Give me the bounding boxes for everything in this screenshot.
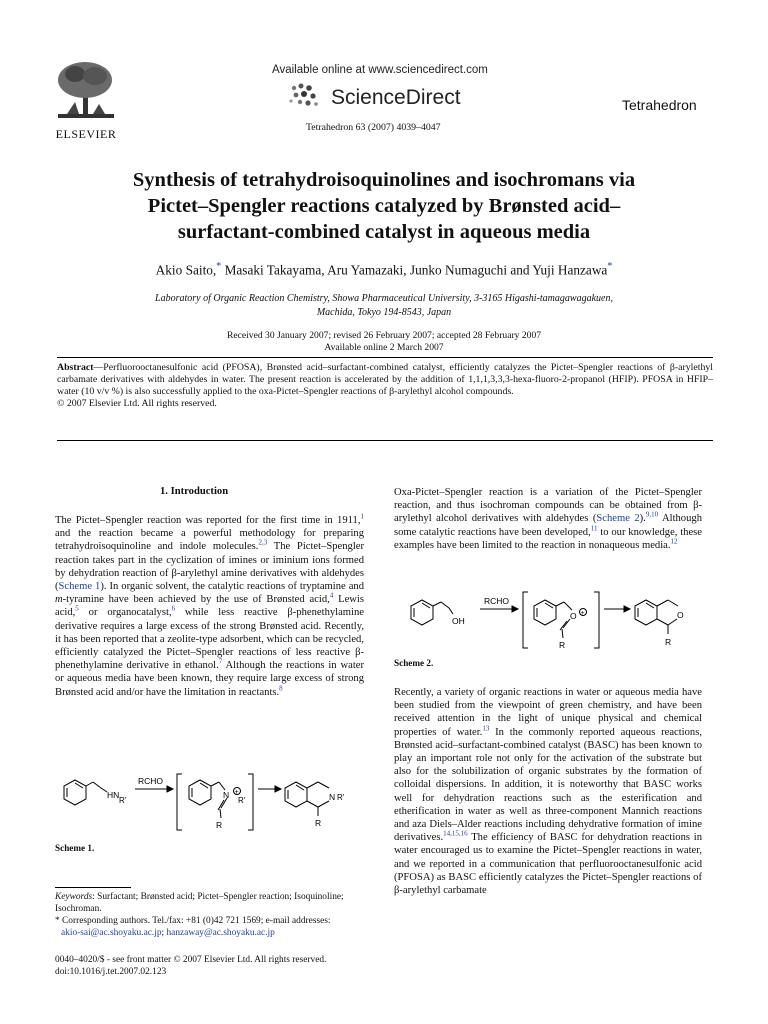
email-link[interactable]: akio-sai@ac.shoyaku.ac.jp bbox=[61, 927, 162, 938]
abstract-top-rule bbox=[57, 357, 713, 358]
corresponding-footnote: * Corresponding authors. Tel./fax: +81 (0)42 721 1569; e-mail addresses: akio-sai@ac.shoyaku.ac.jp; hanzaway@ac.shoyaku.ac.jp bbox=[55, 916, 331, 938]
benzene-ring bbox=[411, 600, 453, 625]
r-label: R bbox=[216, 820, 223, 830]
citation-line: Tetrahedron 63 (2007) 4039–4047 bbox=[306, 122, 441, 133]
journal-name: Tetrahedron bbox=[622, 97, 697, 113]
email-link[interactable]: hanzaway@ac.shoyaku.ac.jp bbox=[166, 927, 275, 938]
keywords-label: Keywords bbox=[55, 892, 93, 902]
doi: doi:10.1016/j.tet.2007.02.123 bbox=[55, 967, 167, 977]
received-dates: Received 30 January 2007; revised 26 February 2007; accepted 28 February 2007 bbox=[226, 330, 542, 341]
ref-link[interactable]: 4 bbox=[329, 591, 334, 600]
bracket-left bbox=[523, 592, 528, 648]
bracket-left bbox=[177, 774, 182, 830]
abstract-text: —Perfluorooctanesulfonic acid (PFOSA), Brønsted acid–surfactant-combined catalyst, efficiently catalyzes the Pictet–Spengler reactions of β-arylethyl carbamate derivatives with aldehydes in water. The present reaction is accelerated by the addition of 1,1,1,3,3,3-hexa-fluoro-2-propanol (HFIP). PFOSA in HFIP–water (10 v/v %) is also successfully applied to the oxa-Pictet–Spengler reactions of β-arylethyl alcohol compounds. bbox=[57, 362, 713, 397]
front-matter: 0040–4020/$ - see front matter © 2007 Elsevier Ltd. All rights reserved. bbox=[55, 955, 327, 965]
scheme2-figure bbox=[394, 588, 704, 654]
publisher-name: ELSEVIER bbox=[55, 127, 117, 141]
sciencedirect-wordmark: ScienceDirect bbox=[331, 86, 461, 109]
ref-link[interactable]: 9,10 bbox=[645, 510, 659, 519]
ref-link[interactable]: 12 bbox=[670, 537, 678, 546]
hn-label: HN bbox=[107, 790, 120, 800]
author-name: Akio Saito, bbox=[155, 262, 217, 278]
affiliation-line-2: Machida, Tokyo 194-8543, Japan bbox=[316, 307, 452, 318]
r-label: R bbox=[315, 818, 322, 828]
author-name: Aru Yamazaki, bbox=[327, 262, 407, 278]
abstract bbox=[57, 362, 713, 410]
author-name: Junko Numaguchi bbox=[409, 262, 508, 278]
abstract-label: Abstract bbox=[57, 362, 94, 373]
ref-link[interactable]: 6 bbox=[171, 604, 176, 613]
scheme1-caption: Scheme 1. bbox=[55, 843, 95, 853]
oh-label: OH bbox=[452, 616, 465, 626]
elsevier-tree-icon bbox=[55, 58, 117, 122]
author-name: and Yuji Hanzawa bbox=[510, 262, 608, 278]
ref-link[interactable]: 8 bbox=[279, 684, 283, 693]
title-line-1: Synthesis of tetrahydroisoquinolines and isochromans via bbox=[132, 169, 636, 191]
ref-link[interactable]: 14,15,16 bbox=[443, 829, 468, 838]
available-online-text: Available online at www.sciencedirect.com bbox=[272, 64, 488, 76]
oxonium-o: O bbox=[570, 611, 577, 621]
title-line-3: surfactant-combined catalyst in aqueous media bbox=[177, 221, 591, 243]
scheme2-link[interactable]: Scheme 2 bbox=[596, 513, 640, 525]
plus-sign: + bbox=[234, 789, 239, 796]
scheme1-link[interactable]: Scheme 1 bbox=[58, 581, 101, 593]
reagent-label: RCHO bbox=[484, 596, 510, 606]
intermediate-ring bbox=[534, 600, 572, 638]
title-line-2: Pictet–Spengler reactions catalyzed by Brønsted acid– bbox=[147, 195, 621, 217]
n-label: N bbox=[329, 792, 336, 802]
ref-link[interactable]: 11 bbox=[590, 524, 598, 533]
ref-link[interactable]: 13 bbox=[482, 724, 490, 733]
product-ring bbox=[635, 600, 678, 634]
plus-sign: + bbox=[580, 610, 585, 617]
ref-link[interactable]: 2,3 bbox=[258, 538, 268, 547]
article-title bbox=[0, 167, 768, 245]
section-heading: 1. Introduction bbox=[160, 486, 229, 497]
sciencedirect-dots-icon bbox=[288, 82, 334, 112]
r-prime-label: R' bbox=[119, 796, 127, 805]
scheme1-figure bbox=[55, 770, 365, 836]
online-date: Available online 2 March 2007 bbox=[324, 342, 444, 353]
r-label: R bbox=[665, 637, 672, 647]
article-history bbox=[0, 330, 768, 354]
author-name: Masaki Takayama, bbox=[224, 262, 325, 278]
r-label: R bbox=[559, 640, 566, 650]
r-prime-label: R' bbox=[238, 796, 246, 805]
affiliation bbox=[100, 292, 668, 320]
o-label: O bbox=[677, 610, 684, 620]
iminium-n: N bbox=[223, 790, 230, 800]
author-list bbox=[0, 261, 768, 278]
ref-link[interactable]: 7 bbox=[218, 657, 223, 666]
intro-paragraph: The Pictet–Spengler reaction was reported for the first time in 1911,$^1$ and the reaction became a powerful methodology for preparing tetrahydroisoquinoline and indole molecules.$^{2,3}$ The Pictet–Spengler reaction takes part in the cyclization of imines or iminium ions formed by dehydration reaction of β-arylethyl amine derivatives with aldehydes (Scheme 1). In organic solvent, the catalytic reactions of tryptamine and m-tyramine have been achieved by the use of Brønsted acid,$^4$ Lewis acid,$^5$ or organocatalyst,$^6$ while less reactive β-phenethylamine derivative requires a large excess of the strong Brønsted acid. Recently, it has been reported that a zeolite-type adsorbent, which can be recycled, efficiently catalyzed the Pictet–Spengler reactions of less reactive β-phenethylamine derivative in ethanol.$^7$ Although the reactions in water or aqueous media have been known, they require large excess of strong Brønsted acid and/or have the limitation in reactants.$^8$ bbox=[55, 512, 365, 698]
product-ring bbox=[285, 782, 329, 816]
abstract-bottom-rule bbox=[57, 440, 713, 441]
right-paragraph-1: Oxa-Pictet–Spengler reaction is a variation of the Pictet–Spengler reaction, and thus isochroman compounds can be obtained from β-arylethyl alcohol derivatives with aldehydes (Scheme 2).$^{9,10}$ Although some catalytic reactions have been developed,$^{11}$ to our knowledge, these examples have been limited to the reaction in nonaqueous media.$^{12}$ bbox=[394, 487, 702, 551]
abstract-copyright: © 2007 Elsevier Ltd. All rights reserved. bbox=[57, 398, 217, 409]
ref-link[interactable]: 5 bbox=[75, 604, 79, 613]
footnote-rule bbox=[55, 887, 131, 888]
benzene-ring bbox=[64, 780, 107, 805]
bracket-right bbox=[248, 774, 253, 830]
intermediate-ring bbox=[189, 780, 230, 818]
scheme2-caption: Scheme 2. bbox=[394, 658, 434, 668]
right-paragraph-2: Recently, a variety of organic reactions in water or aqueous media have been studied from the viewpoint of green chemistry, and have been received attention in the light of unique physical and chemical properties of water.$^{13}$ In the commonly reported aqueous reactions, Brønsted acid–surfactant-combined catalyst (BASC) has been known to play an important role not only for the activation of the substrate but also for the solubilization of organic substrates by the formation of colloidal dispersions. In addition, it is noteworthy that BASC works well for dehydration reactions such as the esterification and etherification in water as well as three-component Mannich reactions and aza Diels–Alder reactions including dehydrative formation of imine derivatives.$^{14,15,16}$ The efficiency of BASC for dehydration reactions in water encouraged us to examine the Pictet–Spengler reactions in water, and we reported in a communication that perfluorooctanesulfonic acid (PFOSA) as BASC efficiently catalyzes the Pictet–Spengler reactions of β-arylethyl carbamate bbox=[394, 687, 702, 897]
affiliation-line-1: Laboratory of Organic Reaction Chemistry, Showa Pharmaceutical University, 3-3165 Higashi-tamagawagakuen, bbox=[155, 293, 613, 304]
ref-link[interactable]: 1 bbox=[360, 512, 364, 521]
corresponding-mark[interactable]: * bbox=[216, 261, 222, 272]
r-prime-label: R' bbox=[337, 793, 345, 802]
corresponding-mark[interactable]: * bbox=[607, 261, 613, 272]
keywords-footnote: Keywords: Surfactant; Brønsted acid; Pictet–Spengler reaction; Isoquinoline; Isochroman. bbox=[55, 892, 344, 914]
reagent-label: RCHO bbox=[138, 776, 164, 786]
bracket-right bbox=[594, 592, 599, 648]
elsevier-logo bbox=[55, 58, 117, 141]
